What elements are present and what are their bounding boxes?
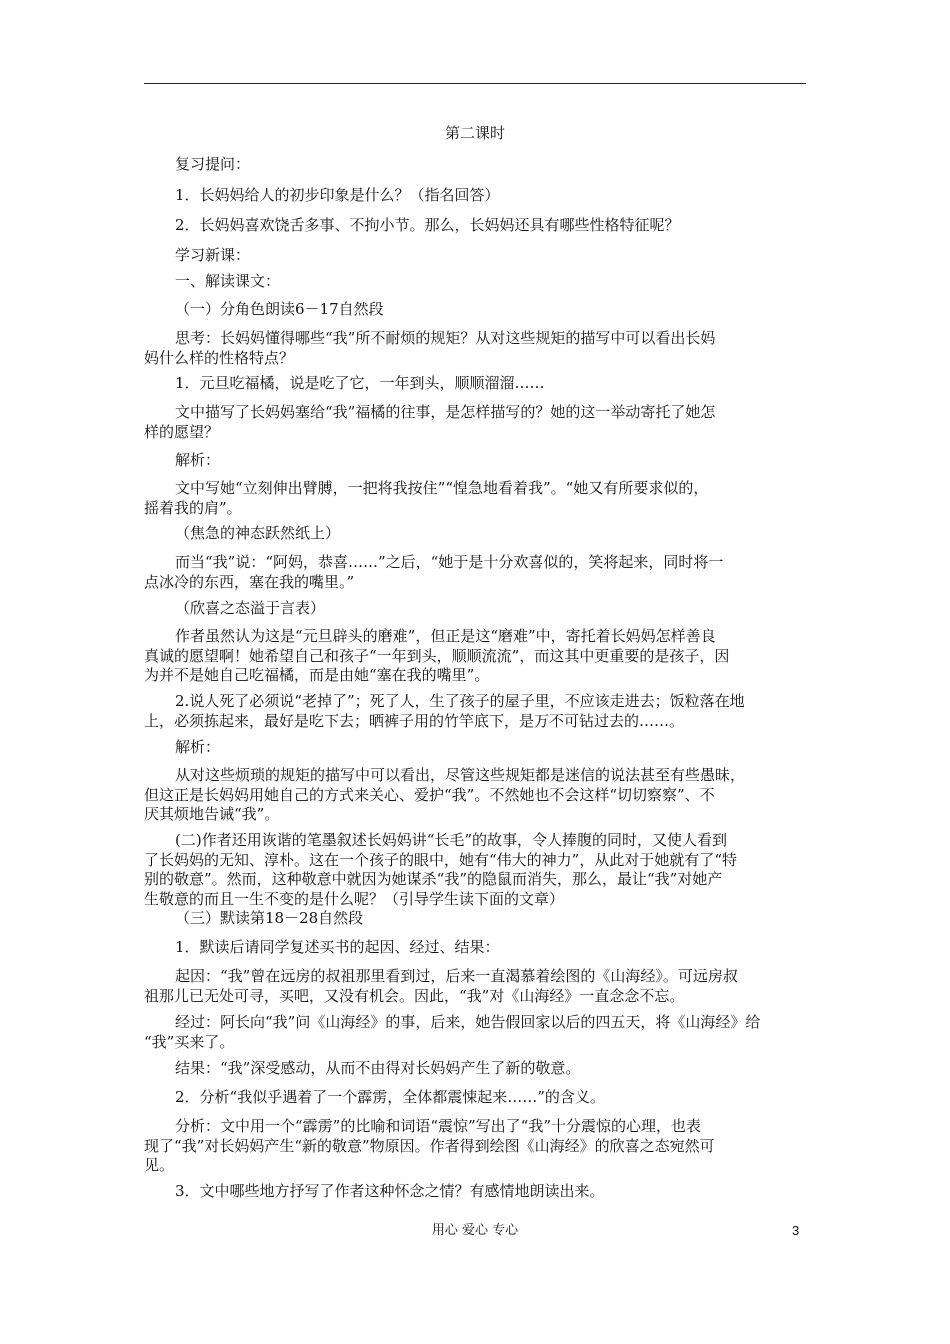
paragraph — [144, 738, 806, 758]
paragraph-line: （焦急的神态跃然纸上） — [175, 524, 341, 542]
paragraph-line: 经过：阿长向“我”问《山海经》的事，后来，她告假回家以后的四五天，将《山海经》给 — [175, 1013, 761, 1031]
paragraph — [144, 766, 806, 825]
paragraph — [144, 479, 806, 518]
lesson-title: 第二课时 — [444, 124, 505, 142]
paragraph — [144, 403, 806, 442]
paragraph-line: 思考：长妈妈懂得哪些“我”所不耐烦的规矩？从对这些规矩的描写中可以看出长妈 — [175, 329, 716, 347]
header-rule — [144, 83, 806, 84]
paragraph-line: 而当“我”说：“阿妈，恭喜……”之后，“她于是十分欢喜似的，笑将起来，同时将一 — [175, 553, 724, 571]
paragraph-line: 现了“我”对长妈妈产生“新的敬意”物原因。作者得到绘图《山海经》的欣喜之态宛然可 — [144, 1136, 715, 1155]
paragraph — [144, 374, 806, 394]
paragraph — [144, 909, 806, 929]
paragraph — [144, 1117, 806, 1176]
paragraph-line: 为并不是她自己吃福橘，而是由她“塞在我的嘴里”。 — [144, 666, 490, 684]
paragraph-line: 1．默读后请同学复述买书的起因、经过、结果： — [175, 938, 500, 956]
paragraph — [144, 1013, 806, 1052]
paragraph-line: 文中写她“立刻伸出臂膊，一把将我按住”“惶急地看着我”。“她又有所要求似的， — [175, 479, 709, 497]
paragraph-line: 了长妈妈的无知、淳朴。这在一个孩子的眼中，她有“伟大的神力”，从此对于她就有了“特 — [144, 850, 738, 869]
paragraph-line: （三）默读第18－28自然段 — [175, 909, 364, 927]
paragraph — [144, 553, 806, 592]
paragraph-line: 1．元旦吃福橘，说是吃了它，一年到头，顺顺溜溜…… — [175, 374, 545, 392]
paragraph-line: 3．文中哪些地方抒写了作者这种怀念之情？有感情地朗读出来。 — [175, 1182, 605, 1200]
review-question-2: 2．长妈妈喜欢饶舌多事、不拘小节。那么，长妈妈还具有哪些性格特征呢？ — [175, 216, 680, 234]
paragraph-line: 作者虽然认为这是“元旦辟头的磨难”，但正是这“磨难”中，寄托着长妈妈怎样善良 — [175, 627, 716, 645]
paragraph — [144, 599, 806, 619]
paragraph-line: 2.说人死了必须说“老掉了”；死了人，生了孩子的屋子里，不应该走进去；饭粒落在地 — [175, 692, 745, 710]
paragraph-line: 起因：“我”曾在远房的叔祖那里看到过，后来一直渴慕着绘图的《山海经》。可远房叔 — [175, 967, 738, 985]
subsection-heading: （一）分角色朗读6－17自然段 — [175, 300, 384, 318]
paragraph-line: 点冰冷的东西，塞在我的嘴里。” — [144, 572, 355, 591]
paragraph — [144, 938, 806, 958]
paragraph — [144, 451, 806, 471]
paragraph-line: (二)作者还用诙谐的笔墨叙述长妈妈讲“长毛”的故事，令人捧腹的同时，又使人看到 — [175, 831, 728, 849]
paragraph — [144, 1182, 806, 1202]
paragraph — [144, 967, 806, 1006]
paragraph-line: 结果：“我”深受感动，从而不由得对长妈妈产生了新的敬意。 — [175, 1059, 581, 1077]
paragraph-line: 生敬意的而且一生不变的是什么呢？（引导学生读下面的文章） — [144, 889, 565, 908]
paragraph — [144, 1088, 806, 1108]
paragraph-line: 别的敬意”。然而，这种敬意中就因为她谋杀“我”的隐鼠而消失，那么，最让“我”对她产 — [144, 870, 723, 888]
paragraph — [144, 524, 806, 544]
section-heading: 一、解读课文： — [175, 272, 281, 290]
paragraph-line: 解析： — [175, 738, 221, 756]
paragraph-line: 真诚的愿望啊！她希望自己和孩子“一年到头，顺顺流流”，而这其中更重要的是孩子，因 — [144, 646, 730, 665]
paragraph-line: “我”买来了。 — [144, 1032, 235, 1051]
footer-text: 用心 爱心 专心 — [431, 1223, 519, 1238]
paragraph-line: 2．分析“我似乎遇着了一个霹雳，全体都震悚起来……”的含义。 — [175, 1088, 605, 1106]
paragraph — [144, 627, 806, 686]
paragraph-line: （欣喜之态溢于言表） — [175, 599, 326, 617]
paragraph — [144, 831, 806, 909]
paragraph — [144, 692, 806, 731]
paragraph-line: 从对这些烦琐的规矩的描写中可以看出，尽管这些规矩都是迷信的说法甚至有些愚昧， — [175, 766, 746, 784]
paragraph-line: 分析：文中用一个“霹雳”的比喻和词语“震惊”写出了“我”十分震惊的心理，也表 — [175, 1117, 702, 1135]
review-heading: 复习提问： — [175, 155, 251, 173]
paragraph-line: 妈什么样的性格特点？ — [144, 348, 295, 367]
paragraph-line: 解析： — [175, 451, 221, 469]
paragraph-line: 但这正是长妈妈用她自己的方式来关心、爱护“我”。不然她也不会这样“切切察察”、不 — [144, 785, 715, 804]
paragraph-line: 上，必须拣起来，最好是吃下去；晒裤子用的竹竿底下，是万不可钻过去的……。 — [144, 711, 685, 730]
paragraph — [144, 1059, 806, 1079]
paragraph-line: 文中描写了长妈妈塞给“我”福橘的往事，是怎样描写的？她的这一举动寄托了她怎 — [175, 403, 716, 421]
paragraph-line: 厌其烦地告诫“我”。 — [144, 805, 280, 823]
paragraph-line: 摇着我的肩”。 — [144, 498, 242, 517]
paragraph-line: 祖那儿已无处可寻，买吧，又没有机会。因此，“我”对《山海经》一直念念不忘。 — [144, 986, 685, 1005]
page-number: 3 — [792, 1223, 800, 1238]
paragraph-line: 样的愿望？ — [144, 422, 220, 441]
new-lesson-heading: 学习新课： — [175, 246, 251, 264]
paragraph — [144, 329, 806, 368]
paragraph-line: 见。 — [144, 1156, 175, 1174]
review-question-1: 1．长妈妈给人的初步印象是什么？（指名回答） — [175, 186, 500, 204]
